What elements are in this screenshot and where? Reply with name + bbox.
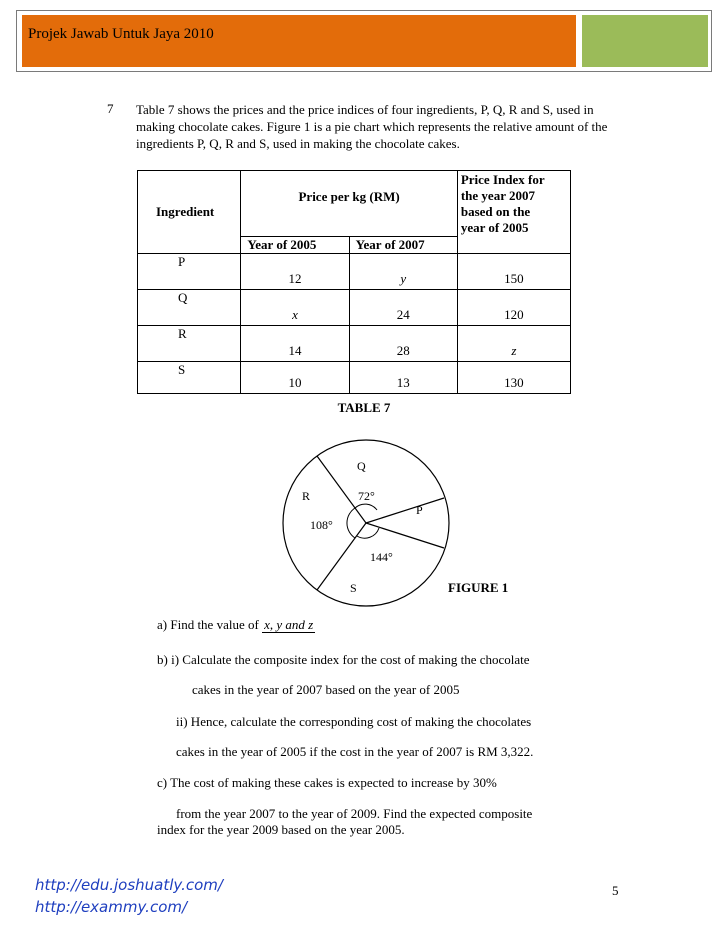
header-title: Projek Jawab Untuk Jaya 2010 [28,26,214,42]
table-caption: TABLE 7 [337,400,391,415]
question-number: 7 [107,101,114,116]
pie-angle-s: 144° [370,550,393,564]
footer-link-joshuatly[interactable]: http://edu.joshuatly.com/ [35,876,223,894]
price-index-header-line: year of 2005 [460,220,529,235]
intro-line: Table 7 shows the prices and the price indices of four ingredients, P, Q, R and S, used in [136,102,594,117]
part-a-text: a) Find the value of [157,617,263,632]
price-index-cell: 130 [457,362,570,394]
price-table [137,170,571,394]
pie-label-r: R [302,489,311,503]
pie-angle-q: 72° [358,489,375,503]
pie-divider-ps [366,523,444,548]
angle-arc-q [355,504,377,510]
question-intro [136,101,656,152]
price-index-cell: 150 [457,254,570,290]
table-row [138,362,571,394]
table-row [138,254,571,290]
part-a [157,617,315,633]
price-index-header-line: the year 2007 [460,188,535,203]
table-row [138,290,571,326]
price-header: Price per kg (RM) [298,188,400,204]
figure-caption: FIGURE 1 [448,580,509,595]
year-2005-header: Year of 2005 [241,237,349,254]
price-2005-cell: 12 [241,254,349,290]
pie-label-s: S [350,581,357,595]
price-2007-cell: 24 [349,290,457,326]
intro-line: making chocolate cakes. Figure 1 is a pie chart which represents the relative amount of the [136,119,608,134]
part-c-line2: from the year 2007 to the year of 2009. Find the expected composite [176,806,533,821]
angle-arc-r [347,508,355,538]
price-2005-cell: x [241,290,349,326]
table-row [138,326,571,362]
intro-line: ingredients P, Q, R and S, used in making the chocolate cakes. [136,136,460,151]
price-2007-cell: 28 [349,326,457,362]
price-index-header-cell [457,171,570,254]
price-index-cell: z [457,326,570,362]
ingredient-header-cell [138,171,241,254]
price-2005-cell: 14 [241,326,349,362]
part-b-ii-line1: ii) Hence, calculate the corresponding cost of making the chocolates [176,714,532,729]
angle-arc-s [357,528,379,538]
ingredient-header: Ingredient [156,204,215,219]
pie-chart [281,438,451,608]
pie-label-q: Q [357,459,366,473]
ingredient-cell: P [138,254,241,290]
year-2007-header: Year of 2007 [349,237,457,254]
page-number: 5 [612,883,619,898]
ingredient-cell: Q [138,290,241,326]
price-index-header-line: based on the [460,204,531,219]
footer-link-exammy[interactable]: http://exammy.com/ [35,898,188,916]
pie-label-p: P [416,503,423,517]
price-index-cell: 120 [457,290,570,326]
pie-divider-rs [317,523,366,590]
ingredient-cell: R [138,326,241,362]
price-header-cell [241,171,458,237]
price-2005-cell: 10 [241,362,349,394]
ingredient-cell: S [138,362,241,394]
part-b-ii-line2: cakes in the year of 2005 if the cost in the year of 2007 is RM 3,322. [176,744,534,759]
header-accent-box [582,15,708,67]
pie-angle-r: 108° [310,518,333,532]
pie-divider-qp [366,498,444,523]
price-2007-cell: 13 [349,362,457,394]
price-index-header-line: Price Index for [460,172,545,187]
part-a-variables: x, y and z [264,617,314,632]
part-b-i-line1: b) i) Calculate the composite index for the cost of making the chocolate [157,652,530,667]
part-c-line1: c) The cost of making these cakes is expected to increase by 30% [157,775,497,790]
part-c-line3: index for the year 2009 based on the year 2005. [157,822,405,837]
part-b-i-line2: cakes in the year of 2007 based on the year of 2005 [192,682,460,697]
price-2007-cell: y [349,254,457,290]
